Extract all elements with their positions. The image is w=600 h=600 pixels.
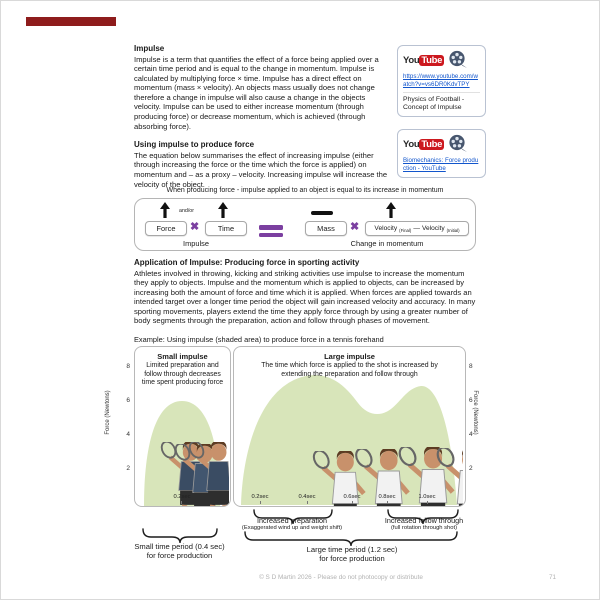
panel-subtitle: Limited preparation and follow through decreases time spent producing force bbox=[141, 362, 224, 387]
equals-icon bbox=[259, 225, 283, 240]
youtube-logo bbox=[403, 55, 444, 66]
youtube-logo-you: You bbox=[403, 54, 420, 66]
header-accent-bar bbox=[26, 17, 116, 26]
application-heading: Application of Impulse: Producing force in sporting activity bbox=[134, 258, 360, 267]
velocity-term bbox=[365, 221, 469, 236]
x-tick-mark bbox=[427, 501, 428, 504]
preparation-sublabel: (Exaggerated wind up and weight shift) bbox=[241, 525, 343, 531]
y-tick-label: 4 bbox=[126, 431, 130, 438]
intro-text-column bbox=[134, 44, 393, 198]
y-tick-label: 6 bbox=[469, 397, 473, 404]
x-tick-mark bbox=[387, 501, 388, 504]
y-tick-label: 2 bbox=[126, 465, 130, 472]
x-tick-mark bbox=[352, 501, 353, 504]
film-reel-icon bbox=[447, 134, 469, 154]
x-tick-label: 0.6sec bbox=[343, 494, 361, 500]
preparation-phase-label bbox=[227, 516, 357, 531]
initial-subscript: (Initial) bbox=[446, 227, 460, 233]
page-number: 71 bbox=[549, 574, 557, 581]
video-caption: Physics of Football - Concept of Impulse bbox=[403, 92, 480, 113]
panel-title: Small impulse bbox=[157, 352, 208, 361]
multiply-icon: ✖ bbox=[190, 221, 200, 233]
velocity-initial-label: Velocity bbox=[421, 225, 445, 232]
x-tick-mark bbox=[260, 501, 261, 504]
preparation-label: Increased preparation bbox=[257, 516, 327, 525]
x-tick-label: 0.2sec bbox=[173, 494, 191, 500]
momentum-label: Change in momentum bbox=[350, 239, 424, 248]
increase-arrow-icon bbox=[217, 202, 229, 218]
y-tick-label: 4 bbox=[469, 431, 473, 438]
x-tick-label: 0.2sec bbox=[251, 494, 269, 500]
impulse-label: Impulse bbox=[183, 239, 209, 248]
follow-through-label: Increased follow through bbox=[384, 516, 464, 525]
youtube-logo bbox=[403, 139, 444, 150]
youtube-logo-row bbox=[403, 134, 480, 154]
example-caption: Example: Using impulse (shaded area) to produce force in a tennis forehand bbox=[134, 335, 384, 344]
small-period-line2: for force production bbox=[146, 551, 213, 561]
impulse-area-shape bbox=[135, 395, 229, 506]
application-section bbox=[134, 258, 480, 335]
y-axis-label-left: Force (Newtons) bbox=[105, 390, 111, 435]
using-impulse-heading: Using impulse to produce force bbox=[134, 140, 255, 150]
footer-copyright: © S D Martin 2026 - Please do not photocopy or distribute bbox=[259, 574, 423, 581]
impulse-heading: Impulse bbox=[134, 44, 165, 53]
no-change-dash-icon bbox=[311, 211, 333, 215]
small-impulse-panel bbox=[134, 346, 231, 507]
video-link-url[interactable]: https://www.youtube.com/watch?v=vs6DR0KdvTPY bbox=[403, 73, 478, 88]
panel-subtitle: The time which force is applied to the shot is increased by extending the preparation and follow through bbox=[261, 362, 438, 378]
large-period-label bbox=[279, 545, 425, 564]
video-card-physics-of-football bbox=[397, 45, 486, 117]
youtube-logo-you: You bbox=[403, 138, 420, 150]
video-card-biomechanics bbox=[397, 129, 486, 178]
final-subscript: (Final) bbox=[399, 227, 412, 233]
film-reel-icon bbox=[447, 50, 469, 70]
y-tick-label: 8 bbox=[469, 363, 473, 370]
mass-term: Mass bbox=[305, 221, 347, 236]
y-tick-label: 2 bbox=[469, 465, 473, 472]
panel-title: Large impulse bbox=[324, 352, 375, 361]
small-period-label bbox=[113, 542, 246, 561]
youtube-logo-row bbox=[403, 50, 480, 70]
x-tick-mark bbox=[307, 501, 308, 504]
large-period-line1: Large time period (1.2 sec) bbox=[306, 545, 398, 554]
equation-caption: When producing force - impulse applied to an object is equal to its increase in momentum bbox=[166, 187, 444, 194]
multiply-icon: ✖ bbox=[350, 221, 360, 233]
force-term: Force bbox=[145, 221, 187, 236]
x-tick-label: 1.0sec bbox=[418, 494, 436, 500]
youtube-logo-tube: Tube bbox=[421, 138, 443, 150]
using-impulse-body: The equation below summarises the effect of increasing impulse (either through increasing the force or the time which the force is applied) on momentum and – as a proxy – velocity. Increasing impulse will increase the velocity of the object. bbox=[134, 150, 388, 189]
velocity-final-label: Velocity bbox=[374, 225, 398, 232]
large-period-line2: for force production bbox=[319, 554, 385, 564]
x-tick-label: 0.8sec bbox=[378, 494, 396, 500]
y-tick-label: 8 bbox=[126, 363, 130, 370]
youtube-logo-tube: Tube bbox=[421, 54, 443, 66]
follow-through-sublabel: (full rotation through shot) bbox=[390, 525, 458, 531]
time-term: Time bbox=[205, 221, 247, 236]
and-or-label: and/or bbox=[179, 208, 195, 214]
increase-arrow-icon bbox=[385, 202, 397, 218]
application-body: Athletes involved in throwing, kicking and striking activities use impulse to increase the momentum they apply to objects. Impulse and the momentum which is applied to objects, can be increased by increasing both the amount of force and time which it is applied. When forces are applied towards an intended target over a longer time period the object will gain increased velocity and accuracy. In many sporting movements, players extend the time they apply force through by using a greater number of body segments through the preparation, action and follow through phases of movement. bbox=[134, 268, 476, 326]
equation-panel bbox=[134, 198, 476, 251]
increase-arrow-icon bbox=[159, 202, 171, 218]
small-period-line1: Small time period (0.4 sec) bbox=[134, 542, 225, 551]
y-axis-label-right: Force (Newtons) bbox=[472, 390, 478, 435]
y-tick-label: 6 bbox=[126, 397, 130, 404]
impulse-body: Impulse is a term that quantifies the effect of a force being applied over a certain time period and is equal to the change in momentum. Impulse is calculated by multiplying force × time. Impulse has a direct effect on momentum (mass × velocity). An objects mass usually does not change therefore a change in impulse will also cause a change in the objects velocity. Impulse can be used to either increase momentum (through producing force) or decrease momentum, which is achieved (through absorbing force). bbox=[134, 54, 379, 131]
large-impulse-panel bbox=[233, 346, 466, 507]
x-tick-label: 0.4sec bbox=[298, 494, 316, 500]
impulse-area-shape bbox=[234, 371, 463, 506]
follow-through-phase-label bbox=[359, 516, 489, 531]
video-link-text[interactable]: Biomechanics: Force production - YouTube bbox=[403, 157, 479, 172]
x-tick-mark bbox=[181, 501, 182, 504]
minus-sign: — bbox=[413, 225, 420, 232]
